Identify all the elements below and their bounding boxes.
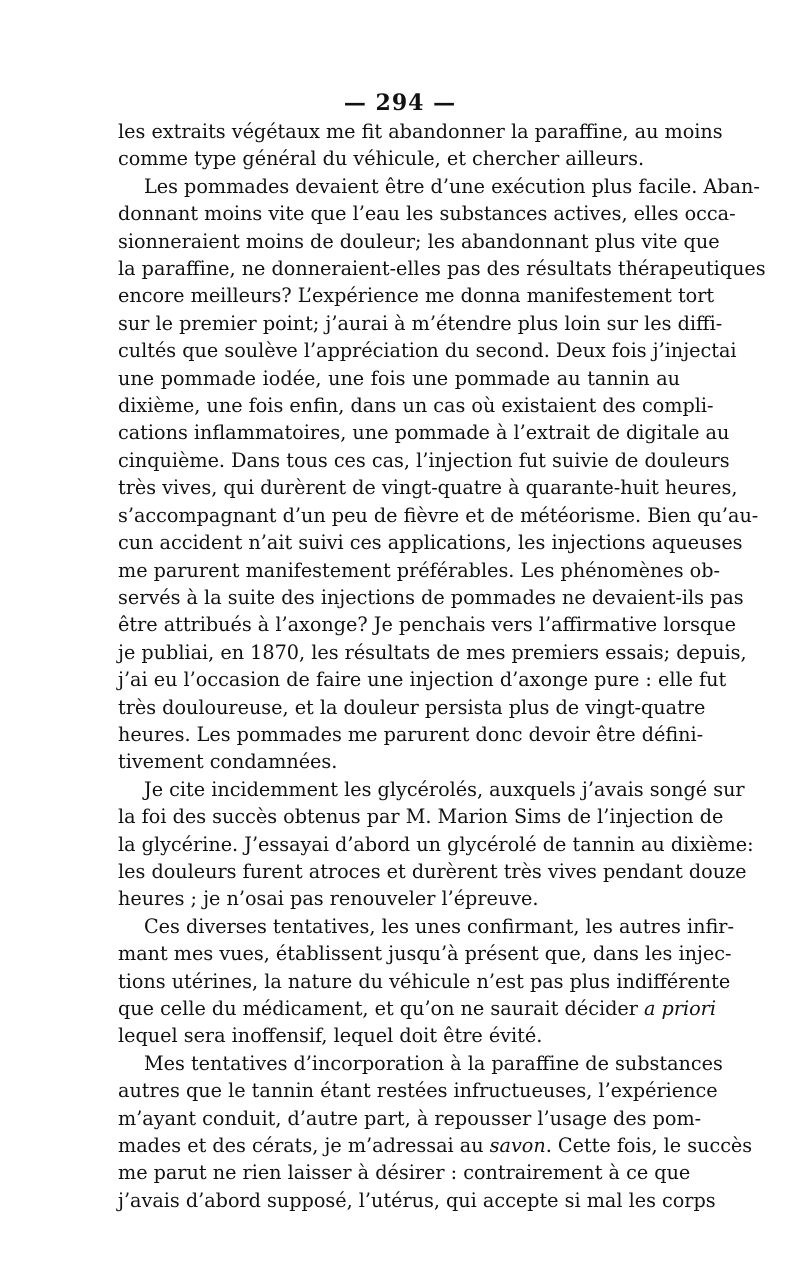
text-line: cations inflammatoires, une pommade à l’extrait de digitale au — [118, 421, 730, 445]
text-line: j’avais d’abord supposé, l’utérus, qui accepte si mal les corps — [118, 1188, 716, 1212]
text-line: être attribués à l’axonge? Je penchais vers l’affirmative lorsque — [118, 613, 736, 637]
paragraph — [118, 776, 754, 913]
text-line: les douleurs furent atroces et durèrent très vives pendant douze — [118, 859, 747, 883]
text-line: très douloureuse, et la douleur persista plus de vingt-quatre — [118, 695, 706, 719]
text-line: Les pommades devaient être d’une exécution plus facile. Aban- — [144, 174, 760, 198]
text-line: Mes tentatives d’incorporation à la paraffine de substances — [144, 1051, 723, 1075]
text-line: sionneraient moins de douleur; les abandonnant plus vite que — [118, 229, 720, 253]
text-line: heures ; je n’osai pas renouveler l’épreuve. — [118, 887, 539, 911]
text-line: me parurent manifestement préférables. Les phénomènes ob- — [118, 558, 720, 582]
paragraph — [118, 118, 723, 173]
text-line: mades et des cérats, je m’adressai au savon. Cette fois, le succès — [118, 1134, 753, 1158]
text-line: que celle du médicament, et qu’on ne saurait décider a priori — [118, 997, 716, 1020]
text-line: sur le premier point; j’aurai à m’étendre plus loin sur les diffi- — [118, 311, 723, 335]
text-line: tivement condamnées. — [118, 750, 338, 774]
text-line: cultés que soulève l’appréciation du second. Deux fois j’injectai — [118, 339, 737, 363]
text-line: tions utérines, la nature du véhicule n’est pas plus indifférente — [118, 969, 731, 993]
text-line: s’accompagnant d’un peu de fièvre et de météorisme. Bien qu’au- — [118, 503, 759, 527]
text-line: mant mes vues, établissent jusqu’à présent que, dans les injec- — [118, 942, 732, 966]
text-line: très vives, qui durèrent de vingt-quatre à quarante-huit heures, — [118, 476, 738, 500]
text-line: heures. Les pommades me parurent donc devoir être défini- — [118, 722, 704, 746]
text-line: je publiai, en 1870, les résultats de mes premiers essais; depuis, — [118, 640, 747, 664]
text-line: j’ai eu l’occasion de faire une injection d’axonge pure : elle fut — [118, 668, 727, 692]
page-number: — 294 — — [343, 90, 457, 116]
text-line: comme type général du véhicule, et chercher ailleurs. — [118, 147, 645, 171]
text-line: Je cite incidemment les glycérolés, auxquels j’avais songé sur — [144, 777, 745, 801]
text-line: cun accident n’ait suivi ces applications, les injections aqueuses — [118, 531, 743, 555]
text-line: me parut ne rien laisser à désirer : contrairement à ce que — [118, 1161, 691, 1185]
text-line: la foi des succès obtenus par M. Marion Sims de l’injection de — [118, 805, 724, 829]
text-line: une pommade iodée, une fois une pommade au tannin au — [118, 366, 680, 390]
text-line: autres que le tannin étant restées infructueuses, l’expérience — [118, 1079, 718, 1103]
text-line: encore meilleurs? L’expérience me donna manifestement tort — [118, 284, 715, 308]
text-line: cinquième. Dans tous ces cas, l’injection fut suivie de douleurs — [118, 448, 730, 472]
body-text — [118, 118, 766, 1214]
paragraph — [118, 913, 734, 1050]
paragraph — [118, 1050, 753, 1214]
text-line: m’ayant conduit, d’autre part, à repousser l’usage des pom- — [118, 1106, 702, 1130]
text-line: lequel sera inoffensif, lequel doit être évité. — [118, 1024, 543, 1048]
text-line: les extraits végétaux me fit abandonner la paraffine, au moins — [118, 120, 723, 143]
paragraph — [118, 173, 766, 776]
text-line: servés à la suite des injections de pommades ne devaient-ils pas — [118, 585, 744, 609]
text-line: la paraffine, ne donneraient-elles pas des résultats thérapeutiques — [118, 257, 766, 281]
text-line: la glycérine. J’essayai d’abord un glycérolé de tannin au dixième: — [118, 832, 754, 856]
text-line: donnant moins vite que l’eau les substances actives, elles occa- — [118, 202, 736, 226]
text-line: Ces diverses tentatives, les unes confirmant, les autres infir- — [144, 914, 734, 938]
text-line: dixième, une fois enfin, dans un cas où existaient des compli- — [118, 394, 714, 418]
